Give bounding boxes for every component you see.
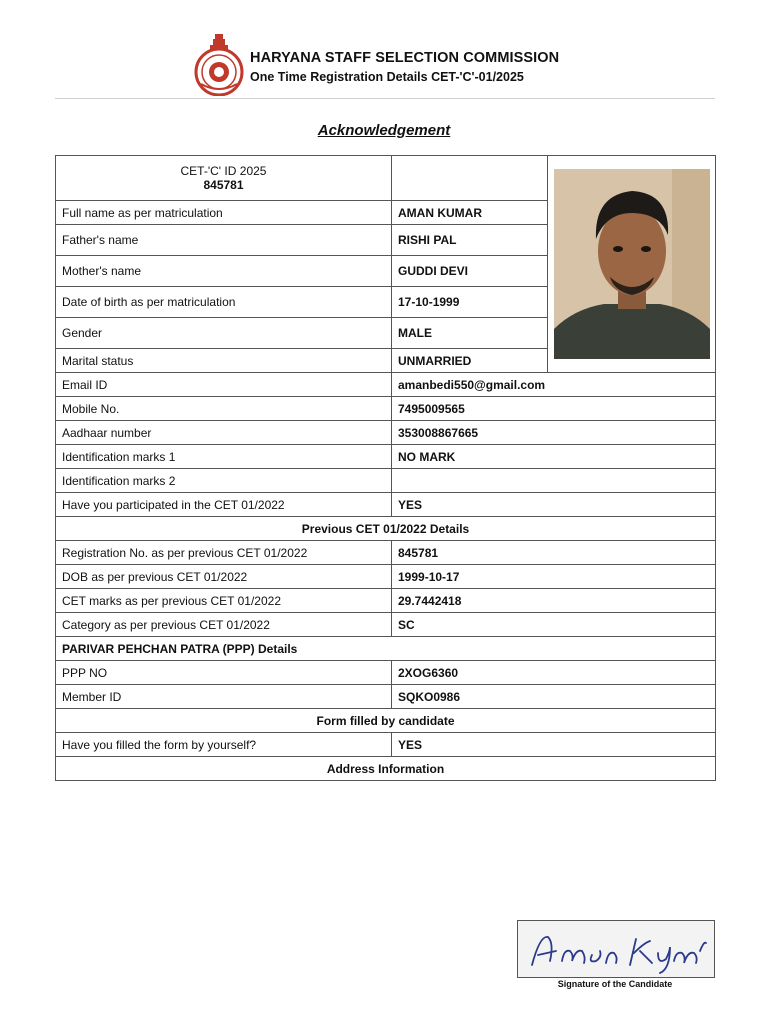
field-label: Email ID (56, 373, 392, 397)
signature-caption: Signature of the Candidate (557, 979, 673, 989)
field-value: 1999-10-17 (392, 565, 716, 589)
field-value: 17-10-1999 (392, 287, 548, 318)
table-row (56, 565, 716, 589)
signature-image (517, 920, 715, 978)
field-value: 845781 (392, 541, 716, 565)
haryana-emblem-icon (193, 32, 245, 96)
section-header-row (56, 757, 716, 781)
candidate-photo (554, 169, 710, 359)
field-value: 29.7442418 (392, 589, 716, 613)
table-row (56, 661, 716, 685)
table-row (56, 421, 716, 445)
table-row (56, 156, 716, 201)
section-header-row (56, 517, 716, 541)
table-row (56, 469, 716, 493)
registration-subtitle: One Time Registration Details CET-'C'-01/2025 (250, 70, 524, 84)
cet-id-cell (56, 156, 392, 201)
field-label: Have you filled the form by yourself? (56, 733, 392, 757)
field-label: CET marks as per previous CET 01/2022 (56, 589, 392, 613)
field-label: PPP NO (56, 661, 392, 685)
field-value: YES (392, 733, 716, 757)
table-row (56, 613, 716, 637)
field-label: Category as per previous CET 01/2022 (56, 613, 392, 637)
table-row (56, 445, 716, 469)
field-value: MALE (392, 318, 548, 349)
field-label: DOB as per previous CET 01/2022 (56, 565, 392, 589)
table-row (56, 373, 716, 397)
table-row (56, 397, 716, 421)
table-row (56, 685, 716, 709)
field-label: Gender (56, 318, 392, 349)
photo-cell (548, 156, 716, 373)
header-divider (55, 98, 715, 99)
field-value: RISHI PAL (392, 225, 548, 256)
field-label: Father's name (56, 225, 392, 256)
cet-id-value: 845781 (203, 178, 244, 192)
section-title-ppp: PARIVAR PEHCHAN PATRA (PPP) Details (56, 637, 716, 661)
field-label: Marital status (56, 349, 392, 373)
field-value: SQKO0986 (392, 685, 716, 709)
field-label: Identification marks 2 (56, 469, 392, 493)
field-label: Full name as per matriculation (56, 201, 392, 225)
field-value: SC (392, 613, 716, 637)
signature-icon (518, 921, 714, 977)
registration-table (55, 155, 716, 781)
table-row (56, 541, 716, 565)
field-label: Aadhaar number (56, 421, 392, 445)
field-label: Have you participated in the CET 01/2022 (56, 493, 392, 517)
field-value: NO MARK (392, 445, 716, 469)
field-value: AMAN KUMAR (392, 201, 548, 225)
field-value: 7495009565 (392, 397, 716, 421)
document-header (0, 30, 768, 100)
table-row (56, 733, 716, 757)
section-header-row (56, 709, 716, 733)
field-label: Mobile No. (56, 397, 392, 421)
field-label: Date of birth as per matriculation (56, 287, 392, 318)
empty-cell (392, 156, 548, 201)
section-title-form-filled: Form filled by candidate (56, 709, 716, 733)
field-value: GUDDI DEVI (392, 256, 548, 287)
table-row (56, 493, 716, 517)
table-row (56, 589, 716, 613)
field-value: 2XOG6360 (392, 661, 716, 685)
field-label: Mother's name (56, 256, 392, 287)
section-header-row (56, 637, 716, 661)
commission-title: HARYANA STAFF SELECTION COMMISSION (250, 50, 560, 66)
field-label: Member ID (56, 685, 392, 709)
field-label: Identification marks 1 (56, 445, 392, 469)
section-title-address: Address Information (56, 757, 716, 781)
page-title: Acknowledgement (317, 122, 451, 139)
field-value: YES (392, 493, 716, 517)
person-photo-icon (554, 169, 710, 359)
field-value: amanbedi550@gmail.com (392, 373, 716, 397)
field-value: 353008867665 (392, 421, 716, 445)
cet-id-label: CET-'C' ID 2025 (180, 164, 267, 178)
field-label: Registration No. as per previous CET 01/2022 (56, 541, 392, 565)
field-value (392, 469, 716, 493)
field-value: UNMARRIED (392, 349, 716, 373)
section-title-previous-cet: Previous CET 01/2022 Details (56, 517, 716, 541)
